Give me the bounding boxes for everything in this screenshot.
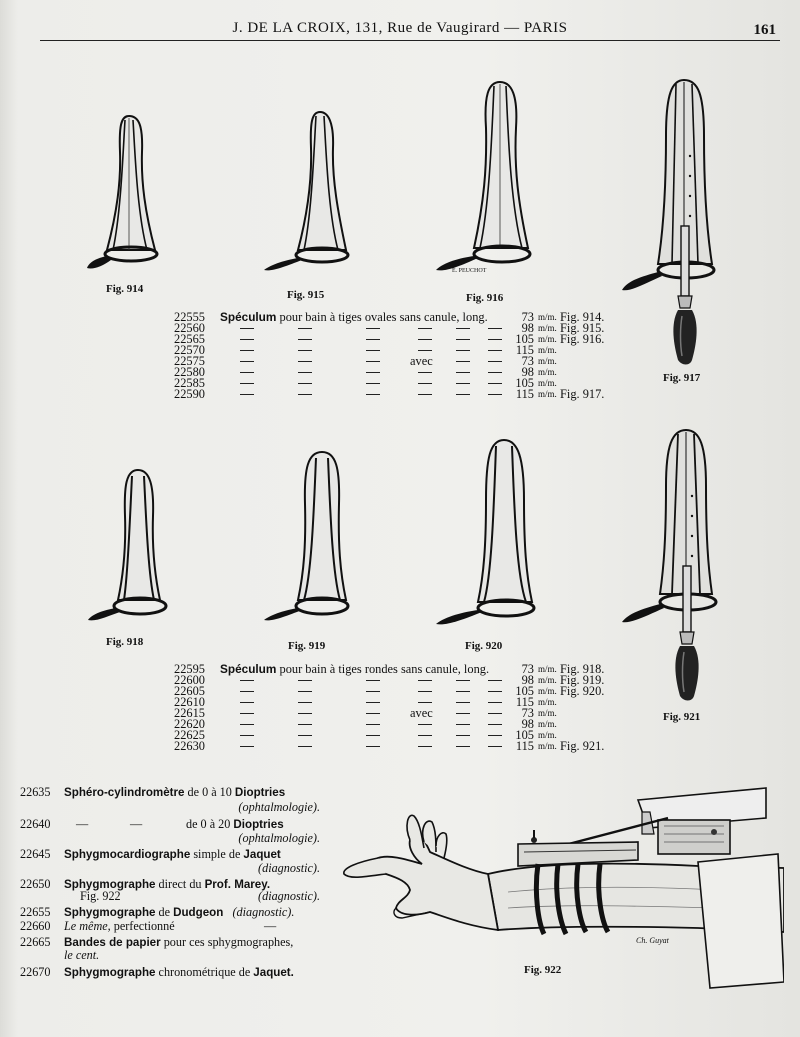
figure-label-921: Fig. 921 — [663, 711, 701, 723]
list-item: 22640 — — de 0 à 20 Dioptries (ophtalmologie). — [20, 817, 320, 845]
unit-mm: m/m. — [538, 323, 557, 333]
list-item: 22660 Le même, perfectionné — — [20, 919, 277, 933]
signature-922: Ch. Guyat — [636, 936, 669, 945]
item-figure-ref: Fig. 920. — [560, 684, 605, 698]
item-length: 98 — [521, 717, 534, 731]
item-figure-ref: Fig. 915. — [560, 321, 605, 335]
list-item — [174, 345, 634, 356]
speculum-oval-listing — [174, 312, 634, 412]
list-item — [174, 697, 634, 708]
unit-mm: m/m. — [538, 356, 557, 366]
item-length: 105 — [515, 332, 534, 346]
list-item: 22670 Sphygmographe chronométrique de Jaquet. — [20, 965, 294, 979]
speculum-fig-920-illustration — [434, 436, 538, 632]
sphygmograph-fig-922-illustration — [338, 782, 784, 992]
unit-mm: m/m. — [538, 686, 557, 696]
item-length: 105 — [515, 376, 534, 390]
maker-mark-916: E. PEUCHOT — [452, 268, 487, 274]
list-item — [174, 708, 634, 719]
speculum-fig-918-illustration — [86, 466, 176, 626]
item-code: 22660 — [20, 919, 51, 933]
item-length: 115 — [515, 695, 534, 709]
speculum-fig-917-illustration — [620, 76, 720, 368]
unit-mm: m/m. — [538, 719, 557, 729]
page-number: 161 — [753, 22, 776, 38]
item-code: 22655 — [20, 905, 51, 919]
item-code: 22645 — [20, 847, 51, 861]
figure-label-919: Fig. 919 — [288, 640, 326, 652]
list-item — [174, 334, 634, 345]
item-figure-ref: Fig. 914. — [560, 310, 605, 324]
item-code: 22580 — [174, 365, 205, 379]
figure-label-922: Fig. 922 — [524, 964, 562, 976]
list-item: 22645 Sphygmocardiographe simple de Jaquet (diagnostic). — [20, 847, 320, 875]
figure-label-915: Fig. 915 — [287, 289, 325, 301]
list-item: 22650 Sphygmographe direct du Prof. Marey. Fig. 922 (diagnostic). — [20, 877, 320, 903]
figure-label-914: Fig. 914 — [106, 283, 144, 295]
instrument-list — [20, 785, 320, 985]
unit-mm: m/m. — [538, 730, 557, 740]
unit-mm: m/m. — [538, 664, 557, 674]
item-code: 22605 — [174, 684, 205, 698]
item-length: 98 — [521, 365, 534, 379]
item-length: 105 — [515, 684, 534, 698]
page-header — [0, 18, 800, 48]
list-item: 22665 Bandes de papier pour ces sphygmographes, le cent. — [20, 935, 294, 962]
item-length: 105 — [515, 728, 534, 742]
item-figure-ref: Fig. 917. — [560, 387, 605, 401]
item-length: 73 — [521, 354, 534, 368]
item-code: 22590 — [174, 387, 205, 401]
figure-label-920: Fig. 920 — [465, 640, 503, 652]
figure-label-917: Fig. 917 — [663, 372, 701, 384]
list-item — [174, 719, 634, 730]
item-code: 22670 — [20, 965, 51, 979]
item-code: 22595 — [174, 662, 205, 676]
unit-mm: m/m. — [538, 334, 557, 344]
item-code: 22555 — [174, 310, 205, 324]
unit-mm: m/m. — [538, 741, 557, 751]
item-code: 22560 — [174, 321, 205, 335]
header-title: J. DE LA CROIX, 131, Rue de Vaugirard — PARIS — [232, 20, 568, 36]
unit-mm: m/m. — [538, 675, 557, 685]
item-code: 22565 — [174, 332, 205, 346]
item-length: 73 — [521, 310, 534, 324]
speculum-fig-919-illustration — [262, 448, 354, 628]
list-item — [174, 741, 634, 752]
speculum-fig-921-illustration — [620, 426, 720, 706]
list-item — [174, 686, 634, 697]
list-item — [174, 356, 634, 367]
unit-mm: m/m. — [538, 389, 557, 399]
item-code: 22575 — [174, 354, 205, 368]
list-item — [174, 367, 634, 378]
unit-mm: m/m. — [538, 697, 557, 707]
item-code: 22665 — [20, 935, 51, 949]
item-code: 22600 — [174, 673, 205, 687]
speculum-fig-914-illustration — [85, 112, 175, 277]
item-code: 22620 — [174, 717, 205, 731]
header-rule — [40, 40, 780, 41]
item-code: 22635 — [20, 785, 51, 799]
list-item: 22635 Sphéro-cylindromètre de 0 à 10 Dioptries (ophtalmologie). — [20, 785, 320, 814]
item-code: 22640 — [20, 817, 51, 831]
figure-label-916: Fig. 916 — [466, 292, 504, 304]
item-code: 22625 — [174, 728, 205, 742]
avec-label: avec — [410, 706, 433, 720]
item-description: Spéculum pour bain à tiges rondes sans canule, long. — [220, 662, 490, 676]
speculum-round-listing — [174, 664, 634, 764]
item-length: 115 — [515, 387, 534, 401]
item-length: 98 — [521, 321, 534, 335]
unit-mm: m/m. — [538, 378, 557, 388]
unit-mm: m/m. — [538, 708, 557, 718]
speculum-fig-915-illustration — [262, 108, 354, 278]
item-figure-ref: Fig. 918. — [560, 662, 605, 676]
item-length: 73 — [521, 706, 534, 720]
item-code: 22615 — [174, 706, 205, 720]
item-code: 22570 — [174, 343, 205, 357]
item-description: Spéculum pour bain à tiges ovales sans canule, long. — [220, 310, 488, 324]
unit-mm: m/m. — [538, 345, 557, 355]
item-length: 115 — [515, 343, 534, 357]
item-code: 22630 — [174, 739, 205, 753]
item-code: 22650 — [20, 877, 51, 891]
item-code: 22585 — [174, 376, 205, 390]
item-length: 73 — [521, 662, 534, 676]
unit-mm: m/m. — [538, 312, 557, 322]
item-figure-ref: Fig. 921. — [560, 739, 605, 753]
unit-mm: m/m. — [538, 367, 557, 377]
item-length: 115 — [515, 739, 534, 753]
item-code: 22610 — [174, 695, 205, 709]
item-figure-ref: Fig. 916. — [560, 332, 605, 346]
item-figure-ref: Fig. 919. — [560, 673, 605, 687]
list-item: 22655 Sphygmographe de Dudgeon (diagnostic). — [20, 905, 295, 919]
list-item — [174, 389, 634, 400]
figure-label-918: Fig. 918 — [106, 636, 144, 648]
speculum-fig-916-illustration — [434, 78, 534, 278]
avec-label: avec — [410, 354, 433, 368]
item-length: 98 — [521, 673, 534, 687]
